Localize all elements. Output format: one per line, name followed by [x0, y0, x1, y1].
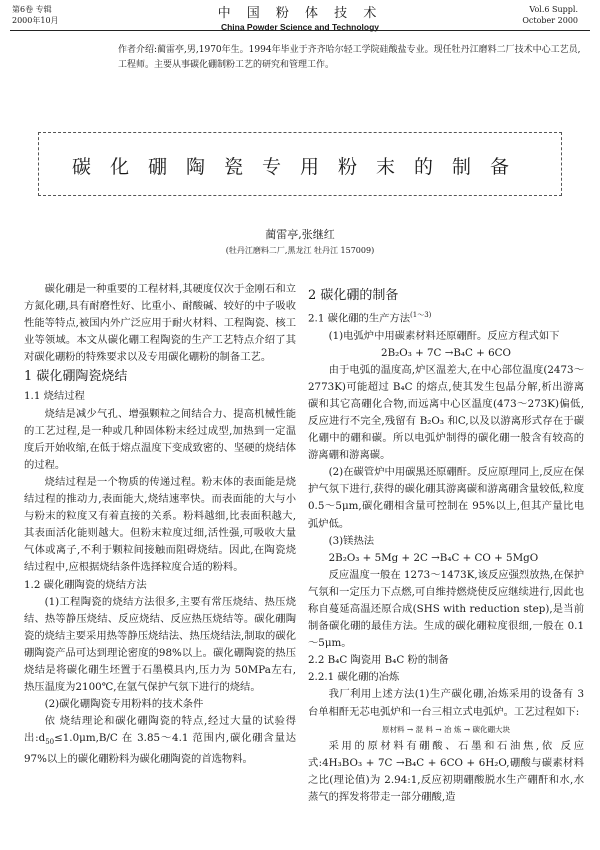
author-bio: 作者介绍:蔺雷亭,男,1970年生。1994年毕业于齐齐哈尔轻工学院硅酸盐专业。现任牡丹江磨料二厂技术中心工艺员,工程师。主要从事碳化硼制粉工艺的研究和管理工作。	[118, 45, 581, 70]
right-column	[308, 285, 584, 806]
paragraph: (1)工程陶瓷的烧结方法很多,主要有常压烧结、热压烧结、热等静压烧结、反应烧结、反应热压烧结等。碳化硼陶瓷的烧结主要采用热等静压烧结法、热压烧结法,制取的碳化硼陶瓷产品可达到理论密度的98%以上。碳化硼陶瓷的热压烧结是将碳化硼生坯置于石墨模具内,压力为 50MPa左右,热压温度为2100℃,在氩气保护气氛下进行的烧结。	[24, 595, 296, 694]
paragraph: 我厂利用上述方法(1)生产碳化硼,冶炼采用的设备有 3 台单相酐无芯电弧炉和一台三相立式电弧炉。工艺过程如下:	[308, 688, 584, 718]
section-2-2-1-heading: 2.2.1 碳化硼的冶炼	[308, 671, 400, 684]
paragraph	[24, 713, 296, 768]
header-rule	[10, 30, 590, 31]
section-1-heading: 1 碳化硼陶瓷烧结	[24, 369, 128, 385]
volume-cn: 第6卷 专辑	[12, 5, 52, 14]
running-header	[0, 0, 600, 30]
left-column	[24, 281, 296, 769]
affiliation: (牡丹江磨料二厂,黑龙江 牡丹江 157009)	[225, 246, 375, 255]
paragraph: 由于电弧的温度高,炉区温差大,在中心部位温度(2473～2773K)可能超过 B₄C 的熔点,使其发生包晶分解,析出游离碳和其它高硼化合物,而远离中心区温度(473～273K)偏低,反应进行不完全,残留有 B₂O₃ 和C,以及以游离形式存在于碳化硼中的硼和碳。所以电弧炉制得的碳化硼一般含有较高的游离硼和游离碳。	[308, 363, 584, 462]
subscript: 50	[45, 738, 55, 747]
section-1-2-heading: 1.2 碳化硼陶瓷的烧结方法	[24, 578, 147, 591]
date-cn: 2000年10月	[12, 16, 59, 25]
paragraph: (2)在碳管炉中用碳黑还原硼酐。反应原理同上,反应在保护气氛下进行,获得的碳化硼其游离碳和游离硼含量较低,粒度 0.5～5μm,碳化硼相含量可控制在 95%以上,但其产量比电弧炉低。	[308, 466, 584, 530]
header-right	[522, 4, 578, 26]
date-en: October 2000	[522, 16, 578, 25]
journal-title-cn: 中 国 粉 体 技 术	[217, 6, 383, 21]
authors: 蔺雷亭,张继红	[265, 228, 335, 241]
header-center	[0, 2, 600, 32]
section-2-heading: 2 碳化硼的制备	[308, 288, 399, 303]
section-1-1-heading: 1.1 烧结过程	[24, 390, 85, 403]
paragraph: (3)镁热法	[328, 534, 375, 547]
paragraph: (1)电弧炉中用碳素材料还原硼酐。反应方程式如下	[328, 329, 560, 342]
text-run: ≤1.0μm,B/C 在 3.85～4.1 范围内,碳化硼含量达 97%以上的碳化硼粉料为碳化硼陶瓷的首选物料。	[24, 732, 296, 766]
paragraph: 烧结是减少气孔、增强颗粒之间结合力、提高机械性能的工艺过程,是一种或几种固体粉末经过成型,加热到一定温度后开始收缩,在低于熔点温度下变成致密的、坚硬的烧结体的过程。	[24, 407, 296, 471]
paragraph: (2)碳化硼陶瓷专用粉料的技术条件	[44, 698, 204, 711]
heading-text: 2.1 碳化硼的生产方法	[308, 312, 411, 325]
journal-title-en: China Powder Science and Technology	[220, 22, 380, 32]
process-flow: 原材料 → 混 料 → 冶 炼 → 碳化硼大块	[382, 724, 510, 734]
paragraph: 反应温度一般在 1273～1473K,该反应强烈放热,在保护气氛和一定压力下点燃,可自维持燃烧使反应继续进行,因此也称自蔓延高温还原合成(SHS with reduction step),是当前制备碳化硼的最佳方法。生成的碳化硼粒度很细,一般在 0.1～5μm。	[308, 568, 584, 650]
equation-2: 2B₂O₃ + 5Mg + 2C →B₄C + CO + 5MgO	[328, 551, 539, 564]
reference-marker: (1～3)	[410, 311, 432, 319]
volume-en: Vol.6 Suppl.	[529, 5, 578, 14]
section-2-1-heading	[308, 307, 584, 328]
paragraph: 烧结过程是一个物质的传递过程。粉末体的表面能是烧结过程的推动力,表面能大,烧结速率快。而表面能的大与小与粉末的粒度又有着直接的关系。粉料越细,比表面积越大,其表面活化能则越大。但粉末粒度过细,活性强,可吸收大量气体或离子,不利于颗粒间接触而阻碍烧结。因此,在陶瓷烧结过程中,应根据烧结条件选择粒度合适的粉料。	[24, 475, 296, 574]
article-title: 碳化硼陶瓷专用粉末的制备	[71, 156, 528, 178]
text-run: 依 烧结理论和碳化硼陶瓷的特点,经过大量的试验得出:d	[24, 715, 296, 745]
section-2-2-heading: 2.2 B₄C 陶瓷用 B₄C 粉的制备	[308, 654, 449, 667]
equation-1: 2B₂O₃ + 7C →B₄C + 6CO	[381, 346, 511, 359]
paragraph: 采用的原材料有硼酸、石墨和石油焦,依 反应式:4H₃BO₃ + 7C →B₄C + 6CO + 6H₂O,硼酸与碳素材料之比(理论值)为 2.94:1,反应初期硼酸脱水生产硼酐和水,水蒸气的挥发将带走一部分硼酸,造	[308, 739, 584, 804]
intro-paragraph: 碳化硼是一种重要的工程材料,其硬度仅次于金刚石和立方氮化硼,具有耐磨性好、比重小、耐酸碱、较好的中子吸收性能等特点,被国内外广泛应用于耐火材料、工程陶瓷、核工业等领域。本文从碳化硼工程陶瓷的生产工艺特点介绍了其对碳化硼粉的特殊要求以及专用碳化硼粉的制备工艺。	[24, 283, 296, 364]
